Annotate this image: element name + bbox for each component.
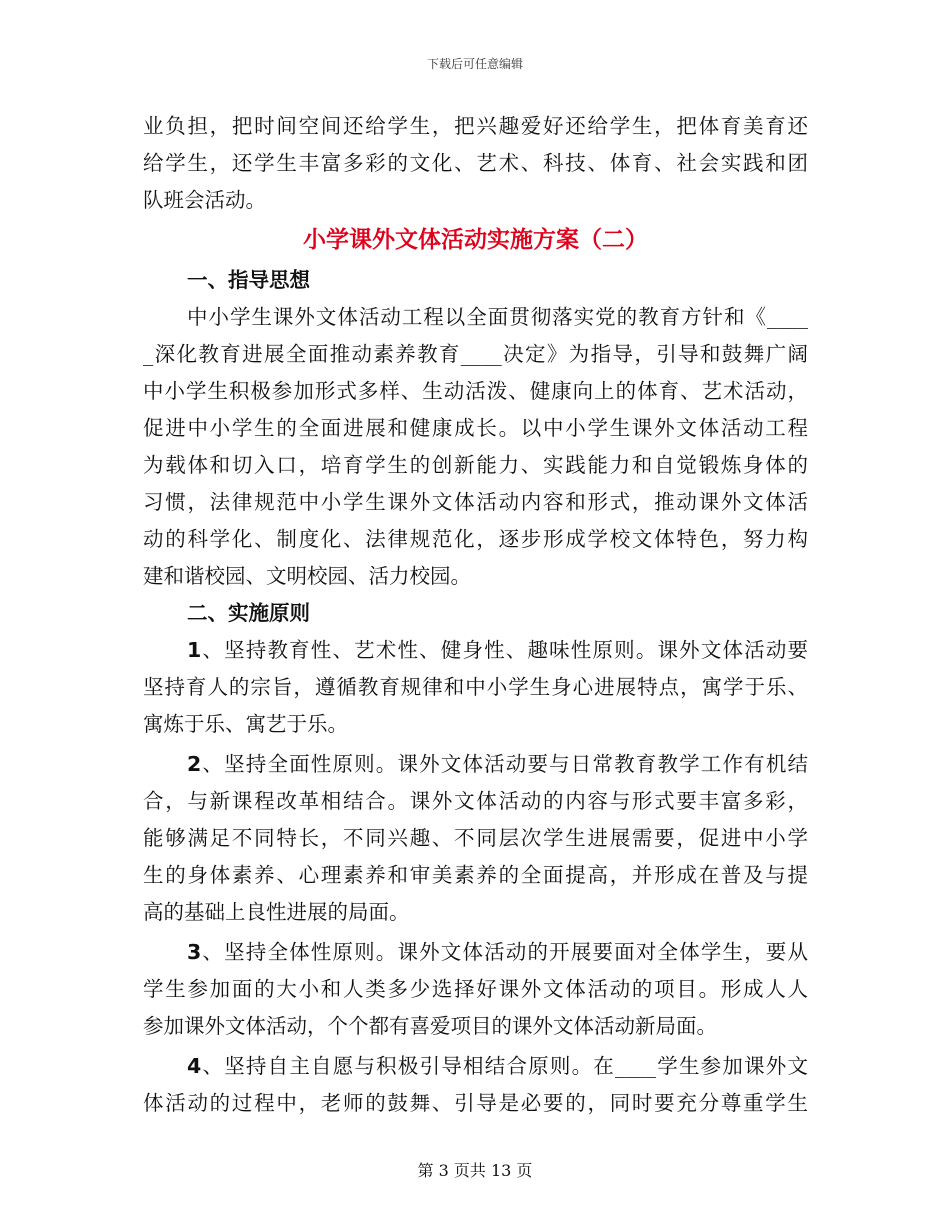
text-line: 中小学生课外文体活动工程以全面贯彻落实党的教育方针和《____	[187, 305, 808, 329]
text-line: 中小学生积极参加形式多样、生动活泼、健康向上的体育、艺术活动，	[143, 379, 808, 403]
page-footer: 第 3 页共 13 页	[417, 1161, 533, 1180]
text-line: 队班会活动。	[143, 188, 266, 212]
page-header: 下载后可任意编辑	[426, 57, 523, 71]
text-line: 学生参加面的大小和人类多少选择好课外文体活动的项目。形成人人	[143, 977, 808, 1001]
item-number: 2	[187, 752, 202, 776]
text-fragment: 、坚持全体性原则。课外文体活动的开展要面对全体学生，要从	[201, 940, 808, 964]
document-title: 小学课外文体活动实施方案（二）	[303, 227, 648, 253]
item-number: 3	[187, 940, 202, 964]
item-number: 1	[187, 638, 202, 662]
text-line: 参加课外文体活动，个个都有喜爱项目的课外文体活动新局面。	[143, 1014, 717, 1038]
text-line: 为载体和切入口，培育学生的创新能力、实践能力和自觉锻炼身体的	[143, 453, 808, 477]
list-item-first-line	[143, 632, 808, 669]
section-heading: 一、指导思想	[187, 268, 310, 292]
text-line: 体活动的过程中，老师的鼓舞、引导是必要的，同时要充分尊重学生	[143, 1091, 808, 1115]
text-line: 合，与新课程改革相结合。课外文体活动的内容与形式要丰富多彩，	[143, 789, 808, 813]
list-item-first-line	[143, 746, 808, 783]
text-line: 建和谐校园、文明校园、活力校园。	[143, 564, 471, 588]
text-line: 业负担，把时间空间还给学生，把兴趣爱好还给学生，把体育美育还	[143, 114, 808, 138]
text-line: 生的身体素养、心理素养和审美素养的全面提高，并形成在普及与提	[143, 863, 808, 887]
list-item-first-line	[143, 1048, 808, 1085]
text-line: 坚持育人的宗旨，遵循教育规律和中小学生身心进展特点，寓学于乐、	[143, 675, 808, 699]
text-fragment: 、坚持全面性原则。课外文体活动要与日常教育教学工作有机结	[201, 752, 808, 776]
text-fragment: 、坚持自主自愿与积极引导相结合原则。在____学生参加课外文	[201, 1054, 808, 1078]
text-line: 寓炼于乐、寓艺于乐。	[143, 712, 348, 736]
document-body	[143, 108, 808, 1122]
item-number: 4	[187, 1054, 202, 1078]
text-line: 动的科学化、制度化、法律规范化，逐步形成学校文体特色，努力构	[143, 527, 808, 551]
text-line: _深化教育进展全面推动素养教育____决定》为指导，引导和鼓舞广阔	[143, 342, 808, 366]
list-item-first-line	[143, 934, 808, 971]
text-line: 给学生，还学生丰富多彩的文化、艺术、科技、体育、社会实践和团	[143, 151, 808, 175]
text-line: 促进中小学生的全面进展和健康成长。以中小学生课外文体活动工程	[143, 416, 808, 440]
text-line: 习惯，法律规范中小学生课外文体活动内容和形式，推动课外文体活	[143, 490, 808, 514]
text-line: 高的基础上良性进展的局面。	[143, 900, 410, 924]
section-heading: 二、实施原则	[187, 601, 310, 625]
text-fragment: 、坚持教育性、艺术性、健身性、趣味性原则。课外文体活动要	[201, 638, 808, 662]
text-line: 能够满足不同特长，不同兴趣、不同层次学生进展需要，促进中小学	[143, 826, 808, 850]
